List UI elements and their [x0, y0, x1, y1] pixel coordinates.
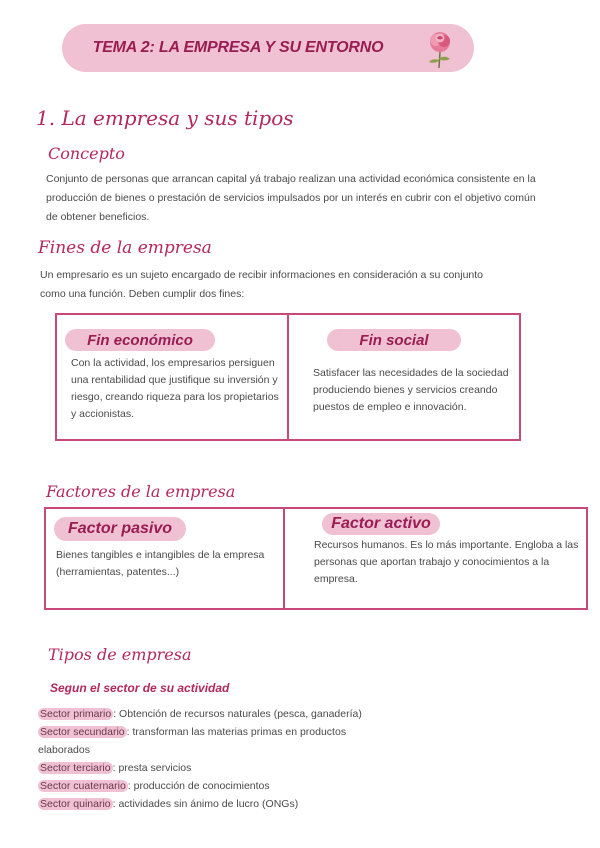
rose-icon	[422, 28, 458, 70]
fines-box	[55, 313, 521, 441]
factor-pasivo-label: Factor pasivo	[54, 517, 186, 541]
factor-activo-text: Recursos humanos. Es lo más importante. Engloba a las personas que aportan trabajo y conocimientos a la empresa.	[314, 539, 579, 585]
sector-desc: : presta servicios	[112, 762, 192, 774]
list-item	[38, 705, 368, 723]
sector-name: Sector quinario	[40, 798, 111, 810]
sector-name: Sector terciario	[40, 762, 111, 774]
list-item	[38, 723, 368, 759]
list-item	[38, 759, 368, 777]
sector-desc: : Obtención de recursos naturales (pesca, ganadería)	[113, 708, 362, 720]
fin-social-text: Satisfacer las necesidades de la sociedad produciendo bienes y servicios creando puestos de empleo e innovación.	[313, 367, 509, 413]
sector-name: Sector cuaternario	[40, 780, 126, 792]
divider	[287, 315, 289, 439]
sector-desc: : transforman las materias primas en productos elaborados	[38, 726, 347, 756]
fin-economico-text: Con la actividad, los empresarios persiguen una rentabilidad que justifique su inversión y riesgo, creando riqueza para los propietarios y accionistas.	[71, 357, 279, 420]
concept-text: Conjunto de personas que arrancan capital yá trabajo realizan una actividad económica consistente en la producción de bienes o prestación de servicios impulsados por un interés en cubrir con el objetivo común de obtener beneficios.	[46, 173, 536, 223]
section-heading: 1. La empresa y sus tipos	[36, 106, 294, 130]
fines-heading: Fines de la empresa	[38, 238, 212, 258]
sector-name: Sector primario	[40, 708, 112, 720]
sector-list	[38, 705, 368, 813]
sector-subheading: Segun el sector de su actividad	[50, 681, 230, 695]
title-banner	[62, 24, 474, 72]
factor-activo-label: Factor activo	[322, 513, 440, 535]
divider	[283, 509, 285, 608]
tipos-heading: Tipos de empresa	[48, 645, 192, 664]
factores-heading: Factores de la empresa	[46, 482, 236, 501]
fin-economico-label: Fin económico	[65, 329, 215, 351]
fin-social-label: Fin social	[327, 329, 461, 351]
sector-desc: : actividades sin ánimo de lucro (ONGs)	[112, 798, 299, 810]
page-title: TEMA 2: LA EMPRESA Y SU ENTORNO	[92, 39, 384, 56]
fines-text: Un empresario es un sujeto encargado de recibir informaciones en consideración a su conjunto como una función. Deben cumplir dos fines:	[40, 269, 484, 300]
factores-box	[44, 507, 588, 610]
list-item	[38, 795, 368, 813]
sector-name: Sector secundario	[40, 726, 125, 738]
factor-pasivo-text: Bienes tangibles e intangibles de la empresa (herramientas, patentes...)	[56, 549, 265, 578]
sector-desc: : producción de conocimientos	[127, 780, 270, 792]
concept-heading: Concepto	[48, 144, 125, 163]
list-item	[38, 777, 368, 795]
